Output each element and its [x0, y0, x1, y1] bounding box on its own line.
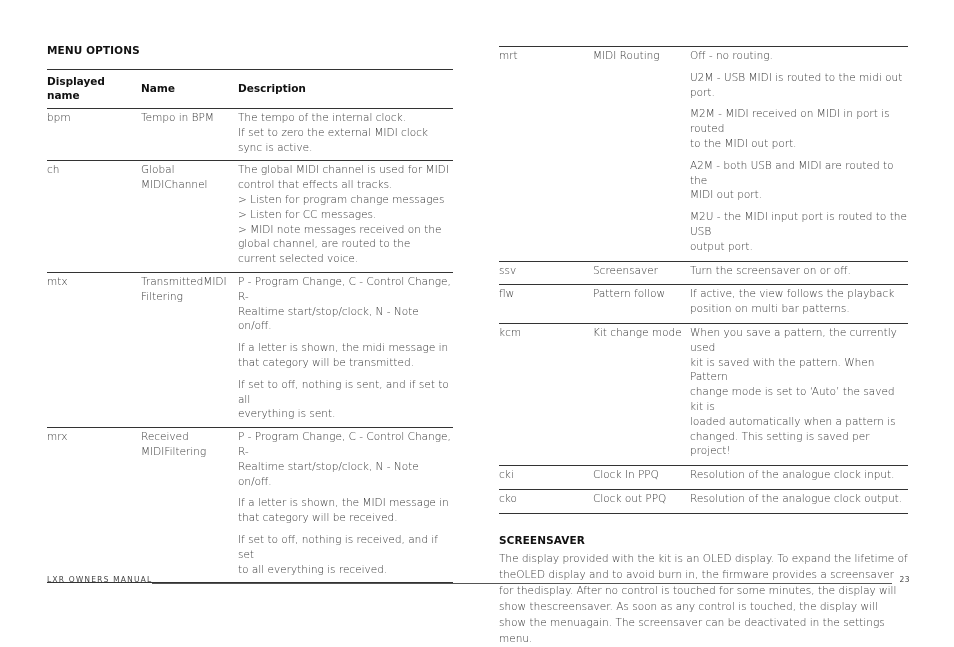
name-cell — [141, 161, 238, 273]
table-header-row — [47, 70, 453, 109]
name-cell — [141, 272, 238, 427]
description-paragraph — [690, 49, 908, 64]
displayed-name-cell — [499, 261, 593, 285]
description-line: > Listen for CC messages. — [238, 208, 377, 221]
displayed-name-line: mtx — [47, 275, 68, 288]
name-cell — [593, 466, 690, 490]
name-line: MIDI Filtering — [141, 275, 227, 303]
description-paragraph — [238, 378, 453, 422]
description-cell — [690, 47, 908, 262]
description-line: everything is sent. — [238, 408, 336, 421]
description-line: If a letter is shown, the MIDI message in — [238, 497, 449, 510]
description-line: The global MIDI channel is used for MIDI — [238, 164, 449, 177]
description-line: Turn the screensaver on or off. — [690, 264, 851, 277]
displayed-name-line: bpm — [47, 112, 71, 124]
screensaver-text-line: display. After no control is touched for some minutes, the display will show the — [499, 584, 897, 613]
description-line: If set to zero the external MIDI clock — [238, 126, 428, 139]
name-line: Clock In PPQ — [593, 469, 659, 482]
description-cell — [690, 261, 908, 285]
description-paragraph — [238, 111, 453, 155]
screensaver-text-line: screensaver. As soon as any control is touched, the display will show the menu — [499, 600, 878, 629]
name-line: Channel — [164, 179, 208, 192]
menu-options-title: MENU OPTIONS — [47, 45, 140, 57]
description-line: If set to off, nothing is sent, and if set to all — [238, 378, 449, 406]
description-line: If active, the view follows the playback — [690, 288, 895, 301]
displayed-name-cell — [499, 47, 593, 262]
displayed-name-cell — [499, 323, 593, 465]
description-line: Resolution of the analogue clock output. — [690, 492, 903, 505]
description-line: changed. This setting is saved per project! — [690, 430, 870, 458]
name-cell — [593, 489, 690, 513]
displayed-name-line: mrt — [499, 50, 518, 62]
description-paragraph — [690, 210, 908, 254]
displayed-name-cell — [47, 109, 141, 161]
name-line: Received MIDI — [141, 431, 189, 458]
description-line: P - Program Change, C - Control Change, R- — [238, 431, 451, 458]
description-paragraph — [690, 159, 908, 203]
table-row-flw — [499, 285, 908, 324]
name-line: Filtering — [164, 445, 207, 458]
footer-manual-name: LXR OWNERS MANUAL — [47, 575, 153, 584]
right-column — [499, 46, 908, 647]
displayed-name-cell — [47, 272, 141, 427]
description-cell — [690, 323, 908, 465]
table-row-mtx — [47, 272, 453, 427]
description-paragraph — [238, 533, 453, 577]
description-line: change mode is set to ‘Auto’ the saved kit is — [690, 386, 895, 413]
table-row-mrt — [499, 47, 908, 262]
displayed-name-line: cko — [499, 492, 517, 505]
description-line: U2M - USB MIDI is routed to the midi out port. — [690, 71, 903, 99]
header-displayed-name: Displayed name — [47, 70, 141, 109]
description-line: sync is active. — [238, 141, 313, 154]
left-column — [47, 44, 453, 583]
displayed-name-cell — [47, 428, 141, 583]
description-cell — [690, 466, 908, 490]
table-row-mrx — [47, 428, 453, 583]
description-line: global channel, are routed to the — [238, 238, 411, 251]
description-paragraph — [238, 430, 453, 489]
description-cell — [238, 428, 453, 583]
name-line: Screensaver — [593, 264, 658, 277]
name-line: Kit change mode — [593, 326, 682, 339]
displayed-name-line: kcm — [499, 326, 522, 339]
footer-page-number: 23 — [899, 575, 910, 584]
description-paragraph — [238, 341, 453, 371]
description-line: A2M - both USB and MIDI are routed to the — [690, 159, 894, 187]
description-line: that category will be transmitted. — [238, 356, 415, 369]
description-line: position on multi bar patterns. — [690, 303, 850, 316]
table-row-kcm — [499, 323, 908, 465]
table-row-ssv — [499, 261, 908, 285]
description-line: P - Program Change, C - Control Change, R- — [238, 275, 451, 303]
header-name: Name — [141, 70, 238, 109]
header-description: Description — [238, 70, 453, 109]
description-line: Realtime start/stop/clock, N - Note on/off. — [238, 460, 419, 488]
displayed-name-line: ch — [47, 164, 60, 177]
description-cell — [238, 272, 453, 427]
displayed-name-line: cki — [499, 469, 514, 482]
description-line: M2U - the MIDI input port is routed to the USB — [690, 211, 907, 238]
displayed-name-line: flw — [499, 288, 515, 301]
name-line: Tempo in BPM — [141, 112, 214, 124]
name-line: Clock out PPQ — [593, 492, 667, 505]
description-paragraph — [690, 107, 908, 151]
table-row-ch — [47, 161, 453, 273]
description-line: control that effects all tracks. — [238, 179, 393, 192]
description-paragraph — [690, 264, 908, 279]
displayed-name-cell — [47, 161, 141, 273]
table-row-bpm — [47, 109, 453, 161]
displayed-name-cell — [499, 466, 593, 490]
description-line: Off - no routing. — [690, 50, 773, 62]
description-cell — [690, 489, 908, 513]
name-line: MIDI Routing — [593, 50, 660, 62]
description-paragraph — [690, 287, 908, 317]
description-paragraph — [690, 468, 908, 483]
name-cell — [141, 428, 238, 583]
footer-divider — [152, 583, 892, 584]
description-cell — [690, 285, 908, 324]
menu-options-table-continued — [499, 46, 908, 514]
description-cell — [238, 109, 453, 161]
displayed-name-cell — [499, 285, 593, 324]
name-cell — [593, 47, 690, 262]
description-line: If set to off, nothing is received, and if set — [238, 533, 438, 561]
description-cell — [238, 161, 453, 273]
menu-options-table — [47, 69, 453, 583]
description-line: MIDI out port. — [690, 189, 763, 202]
description-paragraph — [690, 326, 908, 459]
name-cell — [141, 109, 238, 161]
screensaver-paragraph — [499, 551, 908, 647]
description-line: current selected voice. — [238, 253, 359, 266]
screensaver-text-line: again. The screensaver can be deactivated in the settings menu. — [499, 616, 885, 645]
screensaver-title: SCREENSAVER — [499, 534, 585, 547]
description-paragraph — [238, 496, 453, 526]
name-cell — [593, 285, 690, 324]
description-line: that category will be received. — [238, 512, 398, 525]
description-paragraph — [690, 71, 908, 101]
name-line: Global MIDI — [141, 164, 175, 192]
description-paragraph — [238, 163, 453, 267]
description-line: When you save a pattern, the currently used — [690, 326, 897, 354]
name-cell — [593, 323, 690, 465]
description-paragraph — [238, 275, 453, 334]
name-line: Pattern follow — [593, 288, 666, 301]
screensaver-text-line: OLED display and to avoid burn in, the firmware provides a screensaver for the — [499, 568, 894, 597]
description-line: > Listen for program change messages — [238, 193, 445, 206]
description-line: If a letter is shown, the midi message in — [238, 342, 449, 355]
name-cell — [593, 261, 690, 285]
description-line: to all everything is received. — [238, 563, 388, 576]
screensaver-text-line: The display provided with the kit is an OLED display. To expand the lifetime of the — [499, 552, 908, 581]
displayed-name-line: ssv — [499, 264, 517, 277]
description-line: M2M - MIDI received on MIDI in port is routed — [690, 108, 890, 136]
description-line: The tempo of the internal clock. — [238, 112, 407, 124]
name-line: Transmitted — [141, 275, 204, 288]
description-line: to the MIDI out port. — [690, 137, 797, 150]
description-line: Resolution of the analogue clock input. — [690, 469, 895, 482]
description-line: > MIDI note messages received on the — [238, 223, 442, 236]
description-paragraph — [690, 492, 908, 507]
table-row-cki — [499, 466, 908, 490]
table-row-cko — [499, 489, 908, 513]
description-line: output port. — [690, 240, 753, 253]
displayed-name-cell — [499, 489, 593, 513]
description-line: loaded automatically when a pattern is — [690, 415, 896, 428]
description-line: kit is saved with the pattern. When Pattern — [690, 356, 875, 384]
displayed-name-line: mrx — [47, 431, 68, 444]
description-line: Realtime start/stop/clock, N - Note on/off. — [238, 305, 419, 333]
